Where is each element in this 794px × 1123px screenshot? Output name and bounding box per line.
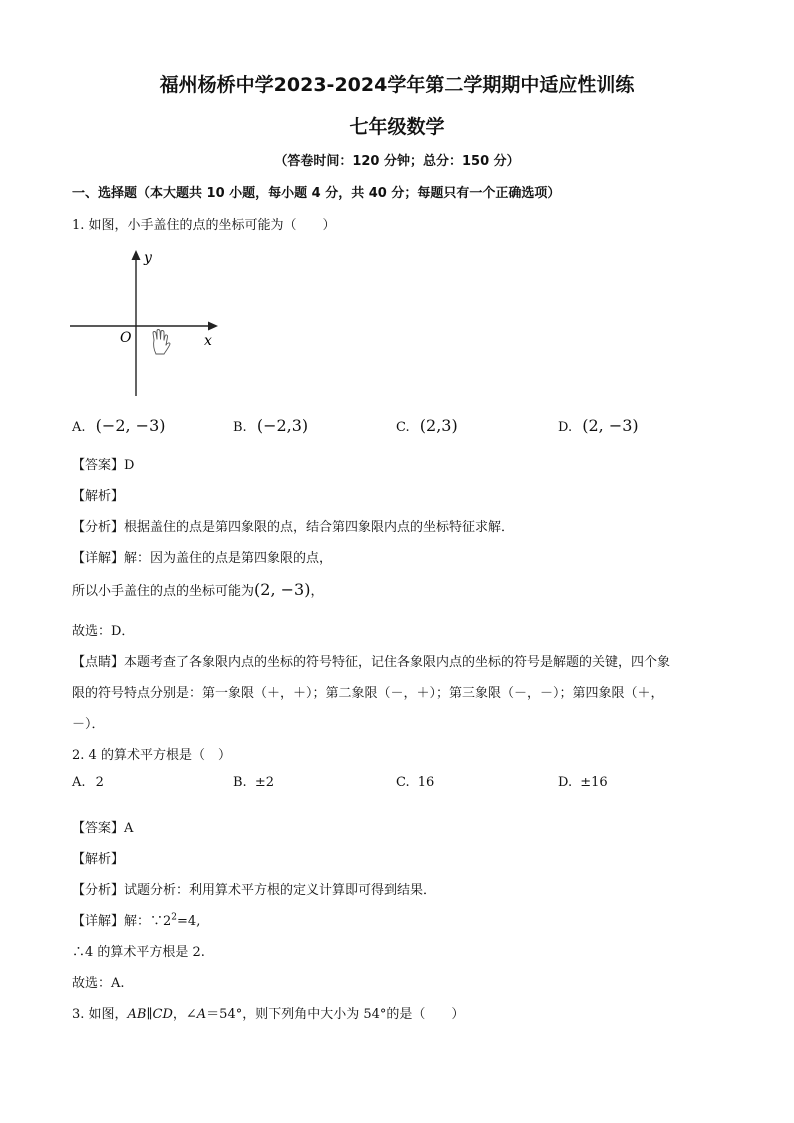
question-2-stem: 2. 4 的算术平方根是（ ） [72,748,231,763]
q1-option-c[interactable] [396,416,458,435]
q2-option-a[interactable] [72,775,104,790]
parallel-expression: AB∥CD [127,1007,173,1022]
fenxi-text: 根据盖住的点是第四象限的点，结合第四象限内点的坐标特征求解． [124,520,515,535]
q2-option-d[interactable] [558,775,608,790]
detail-text: 解：∵2 [124,914,172,929]
fenxi-text: 试题分析：利用算术平方根的定义计算即可得到结果． [124,883,437,898]
option-value: (−2,3) [256,416,309,435]
q2-option-b[interactable] [233,775,274,790]
detail-tag: 【详解】 [72,551,125,566]
q1-option-d[interactable] [558,416,639,435]
option-value: 2 [95,775,104,790]
y-axis-arrow-icon [132,250,141,260]
stem-text: ，∠ [172,1007,197,1022]
dianjing-tag: 【点睛】 [72,655,125,670]
coordinate-figure [68,246,228,398]
x-axis-label: x [204,333,212,349]
coordinate-value: (2, −3) [254,580,311,599]
analysis-tag: 【解析】 [72,489,125,504]
q1-dianjing-line-3: －）． [72,717,105,732]
option-letter: D. [558,420,573,435]
q1-detail-line-2 [72,580,323,599]
q1-fenxi [72,516,514,535]
option-value: (2,3) [419,416,458,435]
q1-dianjing-line-2: 限的符号特点分别是：第一象限（＋，＋）；第二象限（－，＋）；第三象限（－，－）；第四象限（＋， [72,686,664,701]
analysis-tag: 【解析】 [72,852,125,867]
fenxi-tag: 【分析】 [72,883,125,898]
q1-choose: 故选：D． [72,624,135,639]
question-3-stem [72,1003,464,1022]
origin-label: O [120,330,132,346]
answer-tag: 【答案】 [72,821,125,836]
option-value: (2, −3) [582,416,639,435]
q1-dianjing [72,651,670,670]
hand-icon [153,330,170,355]
q1-option-b[interactable] [233,416,308,435]
exponent: 2 [171,912,178,923]
dianjing-text: 本题考查了各象限内点的坐标的符号特征，记住各象限内点的坐标的符号是解题的关键，四个象 [124,655,671,670]
option-value: 16 [417,775,435,790]
q2-answer [72,817,133,836]
option-letter: D. [558,775,573,790]
option-letter: B. [233,775,247,790]
q2-fenxi [72,879,436,898]
detail-text: 所以小手盖住的点的坐标可能为 [72,584,255,599]
question-1-stem: 1. 如图，小手盖住的点的坐标可能为（ ） [72,218,336,233]
detail-text: 解：因为盖住的点是第四象限的点， [124,551,333,566]
punctuation: ， [310,584,324,599]
stem-text: 3. 如图， [72,1007,128,1022]
angle-name: A [196,1007,207,1022]
option-letter: C. [396,775,410,790]
answer-tag: 【答案】 [72,458,125,473]
option-value: ±2 [254,775,274,790]
x-axis-arrow-icon [208,322,218,331]
stem-text: ＝54°，则下列角中大小为 54°的是（ ） [206,1007,465,1022]
q2-choose: 故选：A. [72,976,125,991]
option-letter: B. [233,420,247,435]
q1-answer [72,454,134,473]
document-subtitle: 七年级数学 [349,116,445,138]
option-value: (−2, −3) [95,416,166,435]
option-letter: A. [72,420,86,435]
q2-option-c[interactable] [396,775,434,790]
option-value: ±16 [580,775,608,790]
answer-value: A [124,821,134,836]
y-axis-label: y [144,250,152,266]
fenxi-tag: 【分析】 [72,520,125,535]
detail-text: =4, [177,914,201,929]
detail-tag: 【详解】 [72,914,125,929]
document-title: 福州杨桥中学2023-2024学年第二学期期中适应性训练 [159,74,635,96]
q2-detail [72,910,200,929]
q1-option-a[interactable] [72,416,166,435]
q1-analysis-tag [72,485,124,504]
answer-value: D [124,458,135,473]
option-letter: C. [396,420,410,435]
q2-analysis-tag [72,848,124,867]
section-heading: 一、选择题（本大题共 10 小题，每小题 4 分，共 40 分；每题只有一个正确选项） [72,186,561,201]
exam-info: （答卷时间：120 分钟；总分：150 分） [274,154,520,169]
q2-detail-line-2: ∴4 的算术平方根是 2. [72,945,205,960]
option-letter: A. [72,775,86,790]
q1-detail [72,547,332,566]
